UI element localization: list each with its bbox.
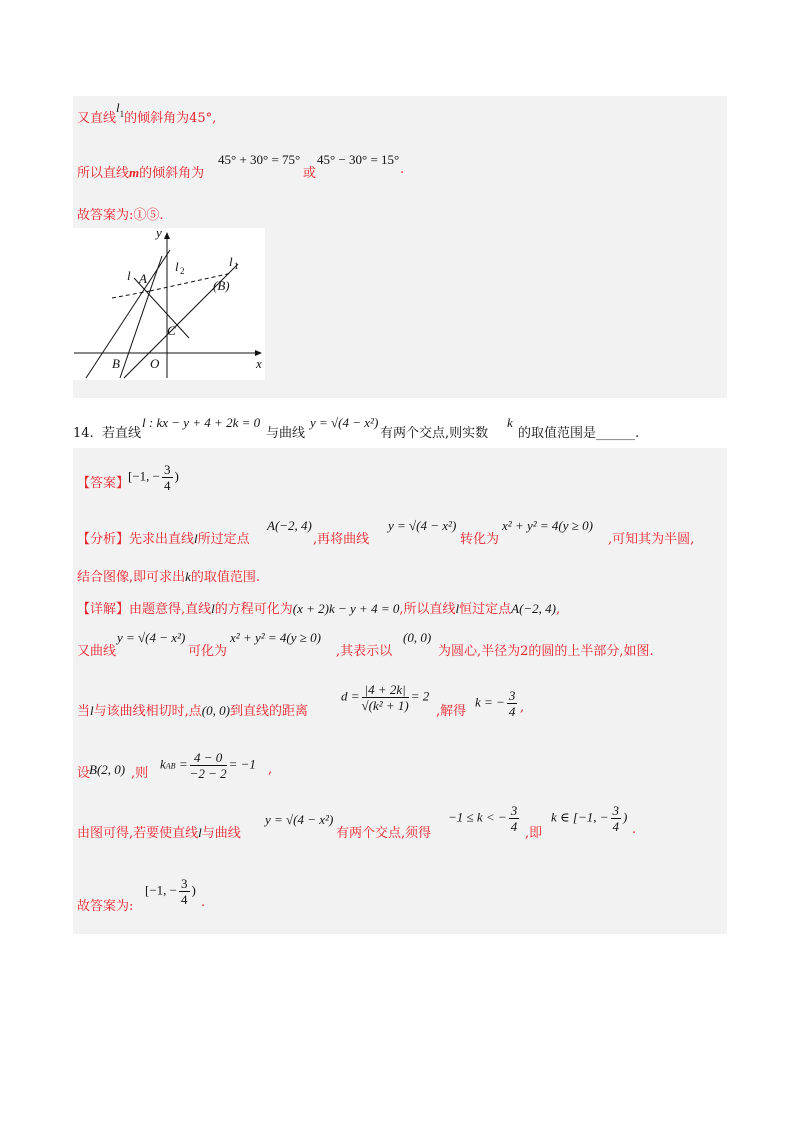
math-result: = −1 [228, 756, 256, 772]
text-segment: 若直线 [101, 426, 141, 441]
label-O: O [150, 356, 160, 371]
math-l1: l [116, 100, 120, 115]
analysis-line-2 [77, 566, 260, 585]
answer-line [77, 472, 129, 491]
numerator: 3 [164, 462, 171, 477]
math-k: k [185, 569, 191, 584]
text-segment: 恒过定点 [459, 602, 512, 617]
text-segment: 到直线的距离 [229, 704, 308, 719]
answer-tag: 【答案】 [77, 476, 130, 491]
label-C: C [167, 323, 176, 338]
label-l1-sub: 1 [234, 261, 239, 271]
question-14 [73, 422, 141, 441]
text-segment: ,再将曲线 [313, 532, 370, 547]
math-point-A: A(−2, 4) [267, 518, 312, 533]
text-segment: 又直线 [77, 111, 117, 126]
text-segment: 可化为 [188, 644, 228, 659]
math-l: l [198, 825, 202, 840]
text-segment: , [268, 762, 273, 777]
label-y: y [156, 228, 162, 240]
text-segment: ,所以直线 [399, 602, 456, 617]
detail-line-5 [77, 822, 241, 841]
text-segment: 所以直线 [77, 166, 130, 181]
math-expr-75: 45° + 30° = 75° [218, 152, 301, 167]
label-B-paren: (B) [213, 278, 230, 293]
text-segment: 故答案为: [77, 899, 134, 914]
math-origin: (0, 0) [201, 703, 230, 718]
interval-right: ) [191, 882, 196, 898]
label-B: B [112, 356, 120, 371]
denominator: −2 − 2 [189, 766, 227, 781]
math-k: k ∈ [−1, − [551, 809, 609, 825]
numerator: |4 + 2k| [362, 682, 409, 698]
interval-left: [−1, − [145, 882, 177, 898]
math-expr-15: 45° − 30° = 15° [317, 152, 400, 167]
denominator: 4 [181, 892, 188, 907]
fraction [611, 803, 622, 834]
math-m: m [129, 165, 140, 180]
math-final-interval [145, 876, 196, 907]
text-period: . [400, 162, 405, 177]
math-d: d = [341, 688, 360, 704]
math-k-value [475, 688, 519, 719]
math-line-eq: l : kx − y + 4 + 2k = 0 [142, 415, 261, 430]
denominator: 4 [612, 819, 619, 834]
math-eq: = [178, 756, 188, 772]
text-line-2 [77, 162, 204, 181]
text-segment: . [201, 895, 206, 910]
fraction [507, 688, 518, 719]
text-segment: 由题意得,直线 [129, 602, 212, 617]
denominator: 4 [508, 704, 516, 719]
denominator: 4 [510, 819, 518, 834]
math-circle: x² + y² = 4(y ≥ 0) [230, 630, 321, 645]
math-l: l [194, 531, 198, 546]
label-x: x [256, 356, 262, 371]
math-point-B: B(2, 0) [89, 762, 126, 777]
math-curve: y = √(4 − x²) [117, 630, 186, 645]
question-number: 14. [73, 426, 94, 441]
text-segment: 有两个交点,须得 [336, 826, 432, 841]
text-segment: 的方程可化为 [214, 602, 293, 617]
text-segment: ,其表示以 [336, 644, 393, 659]
text-segment: 的取值范围. [190, 570, 261, 585]
analysis-line-1 [77, 528, 250, 547]
text-segment: 有两个交点,则实数 [380, 426, 489, 441]
math-curve: y = √(4 − x²) [265, 812, 334, 827]
text-line-1 [77, 100, 217, 126]
math-curve: y = √(4 − x²) [310, 415, 379, 430]
figure-background [72, 228, 265, 380]
text-segment: 结合图像,即可求出 [77, 570, 186, 585]
numerator: 4 − 0 [190, 750, 227, 766]
text-segment: 当 [77, 704, 91, 719]
math-k: k [160, 756, 166, 772]
math-point-A: A(−2, 4) [511, 601, 557, 616]
math-l: l [455, 601, 460, 616]
answer-line-13: 故答案为:①⑤. [77, 208, 164, 223]
detail-line-1 [77, 598, 560, 617]
denominator: 4 [164, 478, 171, 493]
math-distance [341, 682, 429, 713]
text-segment: 的取值范围是______. [518, 426, 640, 441]
math-k-range [551, 803, 627, 834]
text-or: 或 [303, 166, 317, 181]
math-kAB [160, 750, 256, 781]
fraction [509, 803, 520, 834]
math-l: l [211, 601, 215, 616]
math-eq: = 2 [410, 688, 430, 704]
text-segment: 为圆心,半径为2的圆的上半部分,如图. [438, 644, 654, 659]
math-curve: y = √(4 − x²) [388, 518, 457, 533]
interval-right: ) [623, 809, 628, 825]
math-origin: (0, 0) [403, 630, 432, 645]
fraction [179, 876, 190, 907]
text-segment: 所过定点 [197, 532, 250, 547]
detail-line-2 [77, 640, 116, 659]
interval-right: ) [174, 468, 179, 484]
fraction [162, 462, 173, 493]
math-k: k = − [475, 694, 505, 710]
text-segment: ,可知其为半圆, [608, 532, 695, 547]
detail-line-6 [77, 895, 133, 914]
numerator: 3 [508, 688, 516, 703]
text-segment: ,即 [525, 826, 543, 841]
text-segment: 先求出直线 [129, 532, 195, 547]
text-segment: 与该曲线相切时,点 [93, 704, 202, 719]
text-segment: 设 [77, 766, 91, 781]
answer-interval [128, 462, 179, 493]
text-segment: , [556, 602, 561, 617]
math-k: k [507, 415, 513, 430]
numerator: 3 [612, 803, 619, 818]
numerator: 3 [181, 876, 188, 891]
text-segment: 的倾斜角为 [139, 166, 205, 181]
text-segment: . [632, 822, 637, 837]
label-l1: l [229, 254, 233, 269]
label-l2-sub: 2 [180, 266, 185, 276]
text-segment: ,解得 [436, 704, 467, 719]
math-subscript: 1 [119, 109, 125, 119]
math-subscript: AB [165, 761, 176, 771]
math-circle: x² + y² = 4(y ≥ 0) [502, 518, 593, 533]
text-segment: 与曲线 [266, 426, 306, 441]
text-segment: 转化为 [460, 532, 500, 547]
text-segment: 的倾斜角为45°, [124, 111, 217, 126]
math-inequality [448, 803, 521, 834]
label-l: l [127, 268, 131, 283]
text-segment: 与曲线 [201, 826, 241, 841]
math-line-eq: (x + 2)k − y + 4 = 0 [292, 601, 400, 616]
label-l2: l [175, 259, 179, 274]
label-A: A [139, 271, 147, 286]
detail-line-3 [77, 700, 308, 719]
text-segment: 又曲线 [77, 644, 117, 659]
interval-left: [−1, − [128, 468, 160, 484]
fraction [190, 750, 227, 781]
detail-tag: 【详解】 [77, 602, 130, 617]
math-l: l [90, 703, 94, 718]
text-segment: 由图可得,若要使直线 [77, 826, 199, 841]
text-segment: , [520, 700, 525, 715]
analysis-tag: 【分析】 [77, 532, 130, 547]
text-segment: ,则 [131, 766, 149, 781]
math-ineq: −1 ≤ k < − [448, 809, 507, 825]
fraction [362, 682, 409, 713]
geometry-figure [72, 228, 265, 380]
numerator: 3 [510, 803, 518, 818]
denominator: √(k² + 1) [361, 698, 409, 713]
